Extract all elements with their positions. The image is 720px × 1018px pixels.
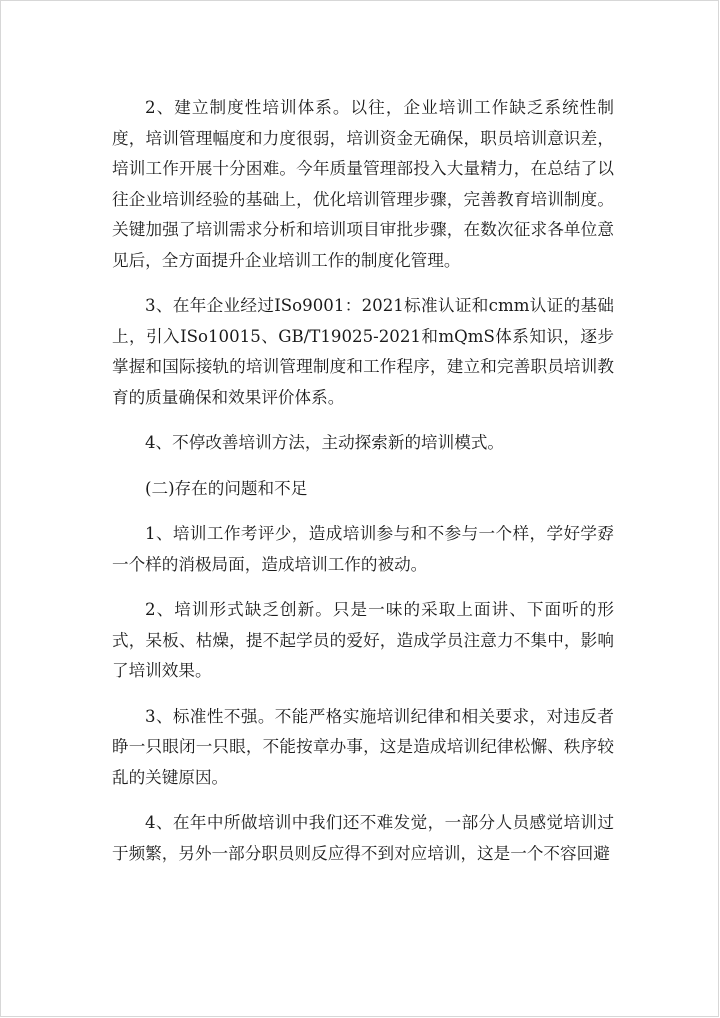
paragraph-problem-frequency: 4、在年中所做培训中我们还不难发觉，一部分人员感觉培训过于频繁，另外一部分职员则反应得不到对应培训，这是一个不容回避 (112, 813, 614, 863)
paragraph-improve-training-methods: 4、不停改善培训方法，主动探索新的培训模式。 (145, 433, 505, 452)
paragraph-institutional-training-system: 2、建立制度性培训体系。以往，企业培训工作缺乏系统性制度，培训管理幅度和力度很弱，培训资金无确保，职员培训意识差，培训工作开展十分困难。今年质量管理部投入大量精力，在总结了以往企业培训经验的基础上，优化培训管理步骤，完善教育培训制度。关键加强了培训需求分析和培训项目审批步骤，在数次征求各单位意见后，全方面提升企业培训工作的制度化管理。 (112, 98, 614, 270)
paragraph-standards-certification: 3、在年企业经过ISo9001：2021标准认证和cmm认证的基础上，引入ISo10015、GB/T19025-2021和mQmS体系知识，逐步掌握和国际接轨的培训管理制度和工作程序，建立和完善职员培训教育的质量确保和效果评价体系。 (112, 296, 614, 407)
paragraph-problem-standards: 3、标准性不强。不能严格实施培训纪律和相关要求，对违反者睁一只眼闭一只眼，不能按章办事，这是造成培训纪律松懈、秩序较乱的关键原因。 (112, 706, 614, 787)
paragraph-problem-evaluation: 1、培训工作考评少，造成培训参与和不参与一个样，学好学孬一个样的消极局面，造成培训工作的被动。 (112, 524, 614, 574)
section-heading-problems: (二)存在的问题和不足 (145, 478, 308, 498)
paragraph-problem-format: 2、培训形式缺乏创新。只是一味的采取上面讲、下面听的形式，呆板、枯燥，提不起学员的爱好，造成学员注意力不集中，影响了培训效果。 (112, 600, 614, 680)
document-body (112, 93, 614, 884)
